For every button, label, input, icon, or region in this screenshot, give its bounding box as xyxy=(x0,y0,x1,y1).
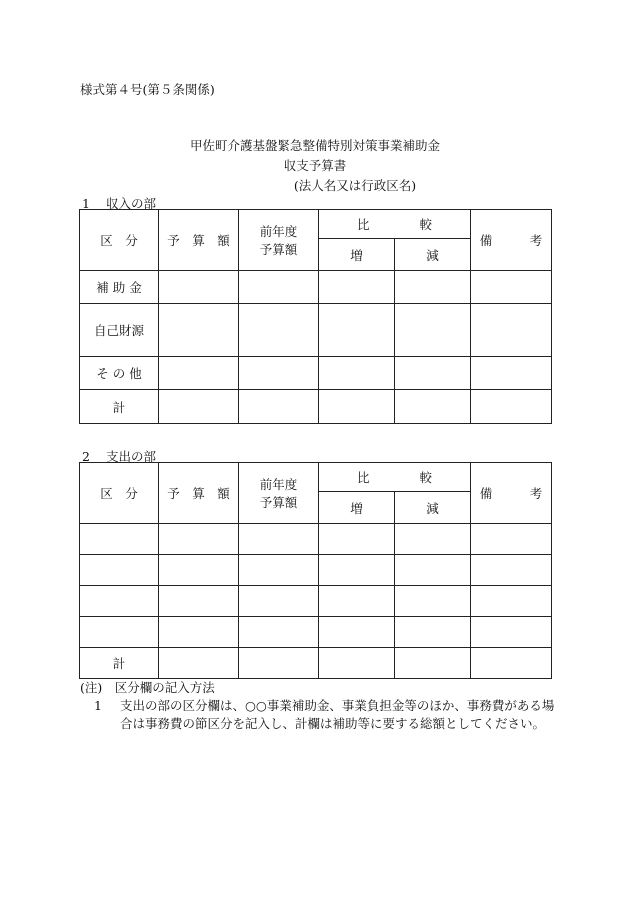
table-row xyxy=(80,617,552,648)
prev-budget-cell[interactable] xyxy=(239,390,319,424)
notes-heading: (注) 区分欄の記入方法 xyxy=(80,680,215,695)
increase-cell[interactable] xyxy=(319,555,395,586)
table-row xyxy=(80,586,552,617)
header-prev-line1: 前年度 xyxy=(259,477,298,492)
budget-cell[interactable] xyxy=(159,586,239,617)
header-prev-line1: 前年度 xyxy=(259,224,298,239)
row-label xyxy=(80,617,159,648)
header-previous-year-budget xyxy=(239,463,319,524)
budget-cell[interactable] xyxy=(159,304,239,357)
budget-cell[interactable] xyxy=(159,271,239,304)
remarks-cell[interactable] xyxy=(471,555,552,586)
prev-budget-cell[interactable] xyxy=(239,648,319,679)
remarks-cell[interactable] xyxy=(471,586,552,617)
remarks-cell[interactable] xyxy=(471,271,552,304)
increase-cell[interactable] xyxy=(319,586,395,617)
document-title: 甲佐町介護基盤緊急整備特別対策事業補助金 xyxy=(189,138,440,153)
row-label: 自己財源 xyxy=(80,304,159,357)
income-section-title: 収入の部 xyxy=(106,196,157,211)
expense-table xyxy=(79,462,552,679)
row-label: 計 xyxy=(80,390,159,424)
remarks-cell[interactable] xyxy=(471,357,552,390)
budget-cell[interactable] xyxy=(159,648,239,679)
prev-budget-cell[interactable] xyxy=(239,586,319,617)
increase-cell[interactable] xyxy=(319,304,395,357)
table-row xyxy=(80,271,552,304)
header-prev-line2: 予算額 xyxy=(259,495,298,510)
decrease-cell[interactable] xyxy=(395,648,471,679)
remarks-cell[interactable] xyxy=(471,648,552,679)
table-row-total xyxy=(80,390,552,424)
table-row xyxy=(80,555,552,586)
increase-cell[interactable] xyxy=(319,648,395,679)
prev-budget-cell[interactable] xyxy=(239,555,319,586)
prev-budget-cell[interactable] xyxy=(239,271,319,304)
remarks-cell[interactable] xyxy=(471,390,552,424)
table-row xyxy=(80,524,552,555)
note-number: 1 xyxy=(94,698,102,713)
header-comparison: 比 較 xyxy=(319,210,471,239)
decrease-cell[interactable] xyxy=(395,390,471,424)
row-label xyxy=(80,586,159,617)
decrease-cell[interactable] xyxy=(395,271,471,304)
header-remarks: 備 考 xyxy=(471,463,552,524)
document-subtitle: 収支予算書 xyxy=(283,158,347,173)
header-increase: 増 xyxy=(319,239,395,271)
remarks-cell[interactable] xyxy=(471,524,552,555)
budget-cell[interactable] xyxy=(159,390,239,424)
header-previous-year-budget xyxy=(239,210,319,271)
header-budget: 予 算 額 xyxy=(159,463,239,524)
header-decrease: 減 xyxy=(395,492,471,524)
header-increase: 増 xyxy=(319,492,395,524)
expense-section-title: 支出の部 xyxy=(106,449,157,464)
budget-cell[interactable] xyxy=(159,555,239,586)
notes-section xyxy=(80,679,560,733)
table-row-total xyxy=(80,648,552,679)
prev-budget-cell[interactable] xyxy=(239,617,319,648)
table-row xyxy=(80,357,552,390)
income-table xyxy=(79,209,552,424)
income-section-number: 1 xyxy=(82,196,90,211)
increase-cell[interactable] xyxy=(319,617,395,648)
header-comparison: 比 較 xyxy=(319,463,471,492)
row-label: 計 xyxy=(80,648,159,679)
increase-cell[interactable] xyxy=(319,271,395,304)
note-text: 支出の部の区分欄は、○○事業補助金、事業負担金等のほか、事務費がある場合は事務費の節区分を記入し、計欄は補助等に要する総額としてください。 xyxy=(120,698,555,731)
expense-section-number: 2 xyxy=(82,449,90,464)
budget-cell[interactable] xyxy=(159,524,239,555)
header-remarks: 備 考 xyxy=(471,210,552,271)
increase-cell[interactable] xyxy=(319,357,395,390)
decrease-cell[interactable] xyxy=(395,617,471,648)
header-category: 区 分 xyxy=(80,463,159,524)
form-number: 様式第４号(第５条関係) xyxy=(80,82,215,97)
prev-budget-cell[interactable] xyxy=(239,524,319,555)
row-label: 補 助 金 xyxy=(80,271,159,304)
decrease-cell[interactable] xyxy=(395,524,471,555)
entity-name-placeholder: (法人名又は行政区名) xyxy=(293,178,417,193)
prev-budget-cell[interactable] xyxy=(239,304,319,357)
table-row xyxy=(80,304,552,357)
note-item xyxy=(94,697,560,733)
header-category: 区 分 xyxy=(80,210,159,271)
header-prev-line2: 予算額 xyxy=(259,242,298,257)
remarks-cell[interactable] xyxy=(471,617,552,648)
decrease-cell[interactable] xyxy=(395,357,471,390)
header-budget: 予 算 額 xyxy=(159,210,239,271)
decrease-cell[interactable] xyxy=(395,555,471,586)
decrease-cell[interactable] xyxy=(395,586,471,617)
row-label xyxy=(80,524,159,555)
increase-cell[interactable] xyxy=(319,524,395,555)
budget-cell[interactable] xyxy=(159,357,239,390)
remarks-cell[interactable] xyxy=(471,304,552,357)
prev-budget-cell[interactable] xyxy=(239,357,319,390)
header-decrease: 減 xyxy=(395,239,471,271)
row-label xyxy=(80,555,159,586)
increase-cell[interactable] xyxy=(319,390,395,424)
budget-cell[interactable] xyxy=(159,617,239,648)
row-label: そ の 他 xyxy=(80,357,159,390)
decrease-cell[interactable] xyxy=(395,304,471,357)
